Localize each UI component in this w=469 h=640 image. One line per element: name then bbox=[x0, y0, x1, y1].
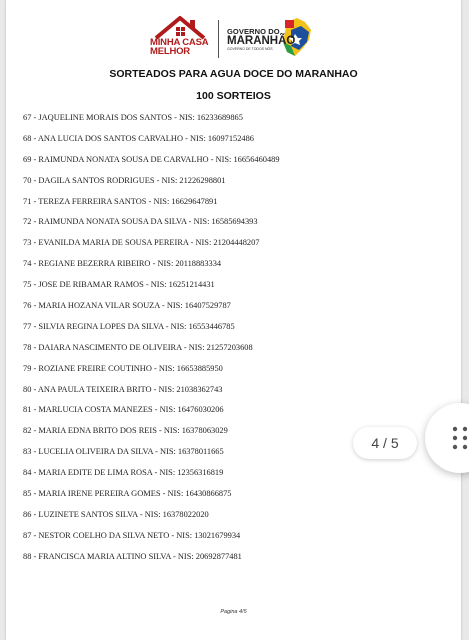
gov-line-maranhao: MARANHÃO bbox=[227, 35, 296, 47]
list-item: 83 - LUCELIA OLIVEIRA DA SILVA - NIS: 16378011665 bbox=[23, 447, 224, 457]
list-item: 81 - MARLUCIA COSTA MANEZES - NIS: 16476030206 bbox=[23, 405, 224, 415]
document-subtitle: 100 SORTEIOS bbox=[196, 90, 271, 102]
list-item: 86 - LUZINETE SANTOS SILVA - NIS: 16378022020 bbox=[23, 509, 209, 519]
list-item: 80 - ANA PAULA TEIXEIRA BRITO - NIS: 21038362743 bbox=[23, 384, 223, 394]
list-item: 67 - JAQUELINE MORAIS DOS SANTOS - NIS: 16233689865 bbox=[23, 113, 243, 122]
winners-list bbox=[23, 113, 453, 573]
governo-maranhao-text bbox=[227, 27, 295, 51]
list-item: 74 - REGIANE BEZERRA RIBEIRO - NIS: 20118883334 bbox=[23, 259, 222, 269]
header-logos bbox=[6, 14, 461, 66]
grid-dots-icon bbox=[451, 425, 469, 451]
list-item: 82 - MARIA EDNA BRITO DOS REIS - NIS: 16378063029 bbox=[23, 426, 228, 436]
list-item: 70 - DAGILA SANTOS RODRIGUES - NIS: 21226298801 bbox=[23, 175, 226, 185]
list-item: 75 - JOSE DE RIBAMAR RAMOS - NIS: 16251214431 bbox=[23, 280, 215, 290]
list-item: 71 - TEREZA FERREIRA SANTOS - NIS: 16629647891 bbox=[23, 196, 218, 206]
list-item: 78 - DAIARA NASCIMENTO DE OLIVEIRA - NIS: 21257203608 bbox=[23, 342, 253, 352]
logo-word-melhor: MELHOR bbox=[150, 46, 190, 57]
list-item: 76 - MARIA HOZANA VILAR SOUZA - NIS: 16407529787 bbox=[23, 301, 231, 311]
minha-casa-melhor-text bbox=[150, 38, 212, 56]
document-title: SORTEADOS PARA AGUA DOCE DO MARANHAO bbox=[109, 68, 358, 80]
list-item: 68 - ANA LUCIA DOS SANTOS CARVALHO - NIS: 16097152486 bbox=[23, 133, 254, 143]
list-item: 72 - RAIMUNDA NONATA SOUSA DA SILVA - NIS: 16585694393 bbox=[23, 217, 258, 227]
list-item: 88 - FRANCISCA MARIA ALTINO SILVA - NIS: 20692877481 bbox=[23, 551, 242, 561]
list-item: 84 - MARIA EDITE DE LIMA ROSA - NIS: 12356316819 bbox=[23, 468, 224, 478]
page-footer: Pagina 4/5 bbox=[220, 609, 247, 615]
logo-word-minha: MINHA bbox=[150, 37, 180, 48]
pdf-page bbox=[6, 0, 461, 640]
list-item: 69 - RAIMUNDA NONATA SOUSA DE CARVALHO - NIS: 16656460489 bbox=[23, 154, 280, 164]
list-item: 85 - MARIA IRENE PEREIRA GOMES - NIS: 16430866875 bbox=[23, 489, 232, 499]
list-item: 73 - EVANILDA MARIA DE SOUSA PEREIRA - NIS: 21204448207 bbox=[23, 238, 260, 248]
list-item: 87 - NESTOR COELHO DA SILVA NETO - NIS: 13021679934 bbox=[23, 530, 241, 540]
list-item: 77 - SILVIA REGINA LOPES DA SILVA - NIS: 16553446785 bbox=[23, 321, 235, 331]
list-item: 79 - ROZIANE FREIRE COUTINHO - NIS: 16653885950 bbox=[23, 363, 223, 373]
page-indicator[interactable]: 4 / 5 bbox=[353, 427, 417, 459]
gov-line-slogan: GOVERNO DE TODOS NÓS bbox=[227, 47, 273, 51]
logo-divider bbox=[218, 20, 219, 58]
logo-word-casa: CASA bbox=[182, 37, 209, 48]
gov-line-governo-do: GOVERNO DO bbox=[227, 27, 280, 36]
